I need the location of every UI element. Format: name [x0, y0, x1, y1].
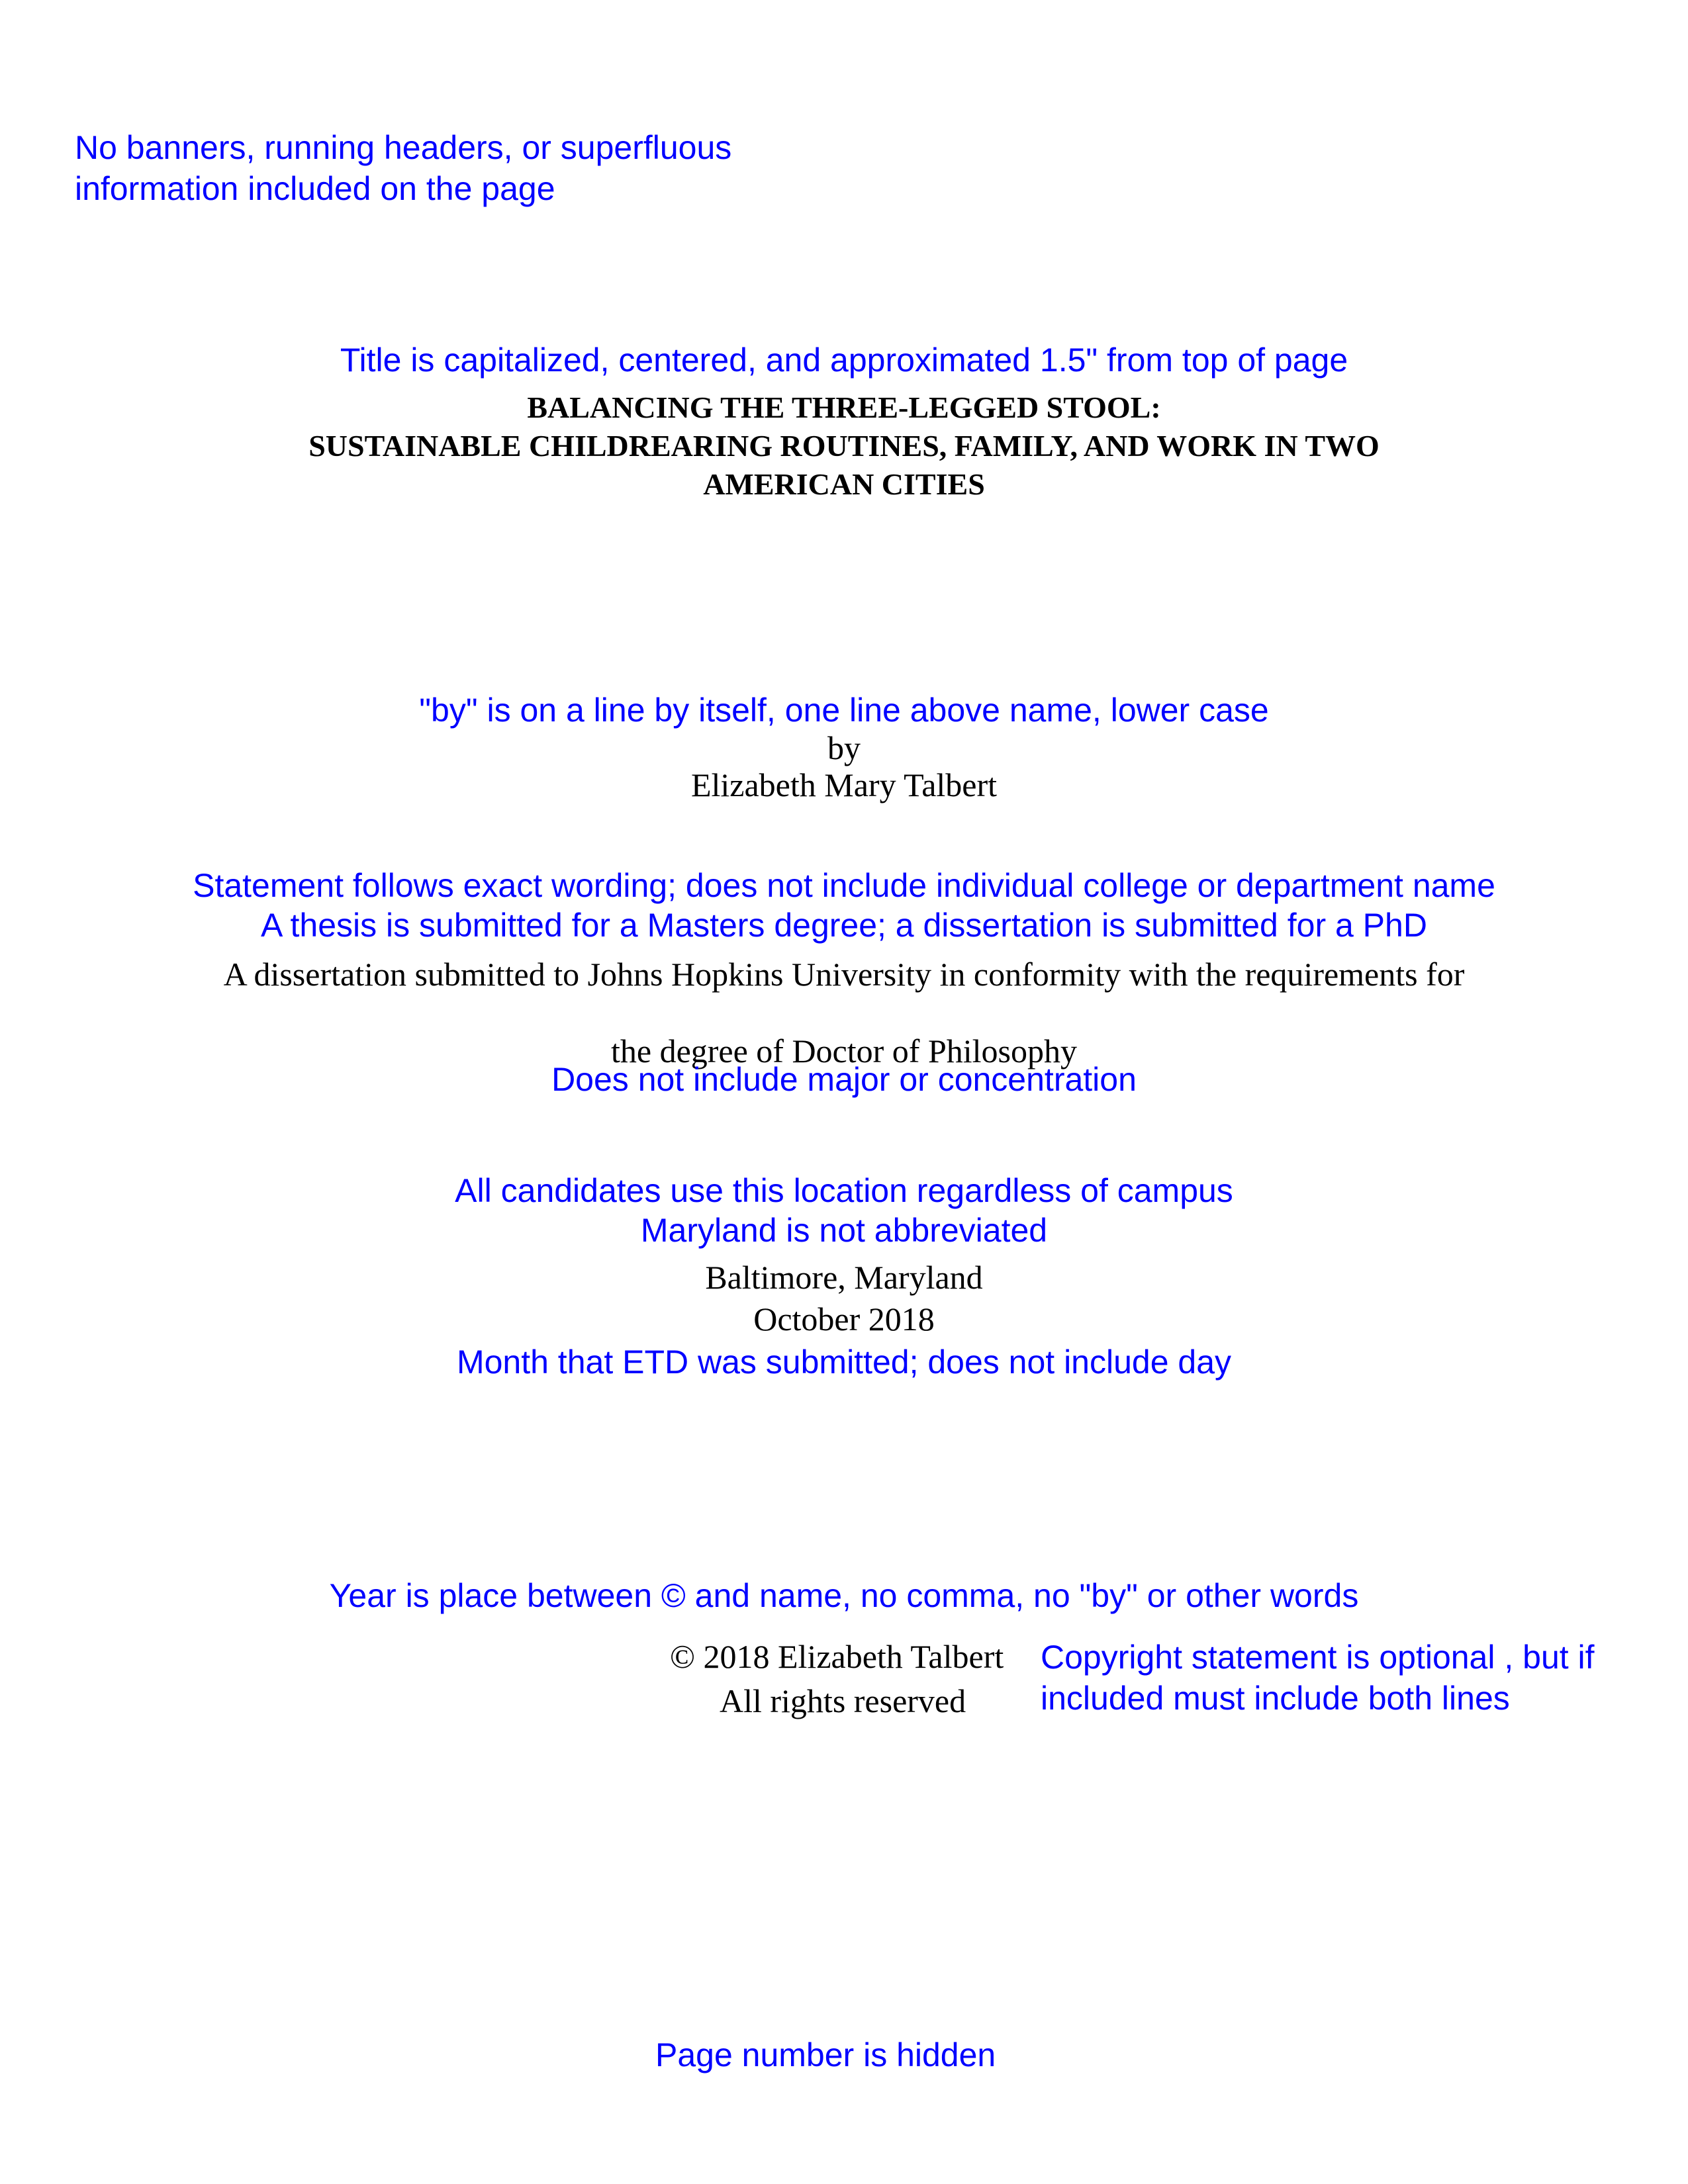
year-note: Year is place between © and name, no comma, no "by" or other words	[329, 1577, 1359, 1614]
by-note: "by" is on a line by itself, one line above name, lower case	[419, 692, 1269, 729]
banner-note	[75, 127, 731, 209]
copyright-note	[1041, 1637, 1595, 1719]
location-note: All candidates use this location regardless of campus	[455, 1172, 1233, 1209]
title-line: AMERICAN CITIES	[703, 467, 985, 501]
statement-note: Statement follows exact wording; does not include individual college or department name	[193, 867, 1495, 904]
title-note: Title is capitalized, centered, and approximated 1.5" from top of page	[340, 341, 1348, 379]
copyright-note-line: Copyright statement is optional , but if	[1041, 1639, 1595, 1676]
major-note: Does not include major or concentration	[551, 1061, 1137, 1098]
banner-note-line: No banners, running headers, or superfluous	[75, 129, 732, 166]
location: Baltimore, Maryland	[705, 1259, 983, 1296]
submission-statement-line2: the degree of Doctor of Philosophy	[610, 1032, 1077, 1069]
copyright-line2: All rights reserved	[720, 1682, 966, 1719]
dissertation-title	[0, 388, 1688, 504]
title-line: SUSTAINABLE CHILDREARING ROUTINES, FAMILY, AND WORK IN TWO	[308, 429, 1380, 463]
submission-statement-line1: A dissertation submitted to Johns Hopkins University in conformity with the requirements for	[223, 956, 1465, 993]
submission-date: October 2018	[753, 1300, 935, 1338]
banner-note-line: information included on the page	[75, 170, 555, 207]
page-number-note: Page number is hidden	[655, 2036, 996, 2073]
copyright-note-line: included must include both lines	[1041, 1680, 1510, 1717]
month-note: Month that ETD was submitted; does not include day	[456, 1343, 1232, 1381]
title-line: BALANCING THE THREE-LEGGED STOOL:	[527, 390, 1161, 424]
maryland-note: Maryland is not abbreviated	[640, 1212, 1048, 1249]
degree-type-note: A thesis is submitted for a Masters degree; a dissertation is submitted for a PhD	[261, 907, 1427, 944]
by-label: by	[827, 729, 861, 766]
copyright-line1: © 2018 Elizabeth Talbert	[670, 1638, 1004, 1675]
author-name: Elizabeth Mary Talbert	[690, 766, 998, 803]
